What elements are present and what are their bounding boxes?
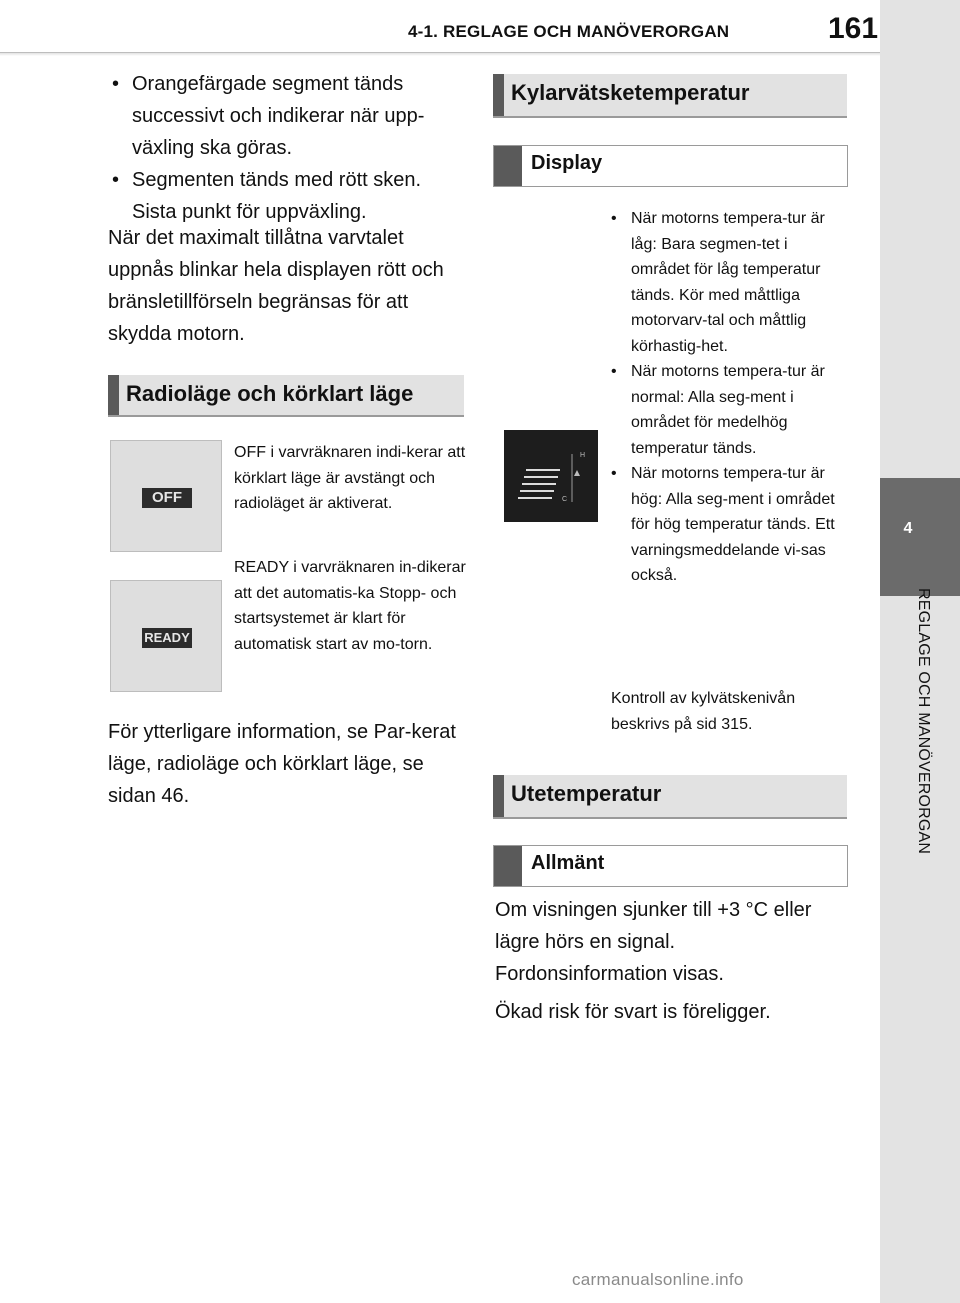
subheading-general <box>493 845 848 887</box>
bullet-orange-segments: • Orangefärgade segment tänds successivt och indikerar när upp-växling ska göras. <box>108 68 468 164</box>
vehicle-info-shown: Fordonsinformation visas. <box>495 963 724 985</box>
bullet-red-segments: • Segmenten tänds med rött sken. Sista punkt för uppväxling. <box>108 164 468 228</box>
section-heading-bar <box>108 375 119 415</box>
bullet-temp-normal: • När motorns tempera-tur är normal: Alla seg-ment i området för medelhög temperatur tänds. <box>607 359 847 461</box>
section-heading-outside-temp <box>493 775 847 819</box>
section-heading-text: Radioläge och körklart läge <box>126 381 414 406</box>
ready-badge: READY <box>142 628 192 648</box>
subheading-text: Allmänt <box>531 852 605 874</box>
subheading-bar <box>494 146 522 186</box>
section-heading-text: Utetemperatur <box>511 781 662 806</box>
off-badge: OFF <box>142 488 192 508</box>
section-heading-coolant <box>493 74 847 118</box>
ready-indicator-image <box>110 580 222 692</box>
section-heading-text: Kylarvätsketemperatur <box>511 80 750 105</box>
chapter-number: 4 <box>903 520 913 537</box>
upshift-bullets <box>108 68 468 228</box>
coolant-gauge-graphic <box>504 430 598 522</box>
chapter-title: REGLAGE OCH MANÖVERORGAN <box>915 588 932 855</box>
black-ice-risk: Ökad risk för svart is föreligger. <box>495 1001 771 1023</box>
gauge-hot-label: H <box>580 452 586 459</box>
subheading-display <box>493 145 848 187</box>
section-heading-bar <box>493 775 504 817</box>
side-tab-upper <box>880 0 960 478</box>
coolant-gauge-image <box>504 430 598 522</box>
bullet-temp-low: • När motorns tempera-tur är låg: Bara segmen-tet i området för låg temperatur tänds. Kör med måttliga motorvarv-tal och måttlig körhastig-het. <box>607 206 847 359</box>
coolant-bullets <box>607 206 847 589</box>
off-indicator-image <box>110 440 222 552</box>
coolant-level-note: Kontroll av kylvätskenivån beskrivs på sid 315. <box>611 690 796 733</box>
gauge-cold-label: C <box>562 496 568 503</box>
page-number: 161 <box>828 12 879 45</box>
ready-description: READY i varvräknaren in-dikerar att det automatis-ka Stopp- och startsystemet är klart för automatisk start av mo-torn. <box>234 559 466 653</box>
off-description: OFF i varvräknaren indi-kerar att körklart läge är avstängt och radioläget är aktiverat. <box>234 444 466 512</box>
subheading-text: Display <box>531 152 603 174</box>
running-head: 4-1. REGLAGE OCH MANÖVERORGAN <box>408 22 730 41</box>
bullet-temp-high: • När motorns tempera-tur är hög: Alla seg-ment i området för hög temperatur tänds. Ett varningsmeddelande vi-sas också. <box>607 461 847 589</box>
header-rule <box>0 52 880 53</box>
section-heading-radio <box>108 375 464 417</box>
subheading-bar <box>494 846 522 886</box>
more-info-paragraph: För ytterligare information, se Par-kerat läge, radioläge och körklart läge, se sidan 46. <box>108 721 456 807</box>
outside-temp-signal: Om visningen sjunker till +3 °C eller lägre hörs en signal. <box>495 899 812 953</box>
section-heading-bar <box>493 74 504 116</box>
site-watermark: carmanualsonline.info <box>572 1270 744 1289</box>
limit-paragraph: När det maximalt tillåtna varvtalet uppnås blinkar hela displayen rött och bränsletillförseln begränsas för att skydda motorn. <box>108 227 444 345</box>
